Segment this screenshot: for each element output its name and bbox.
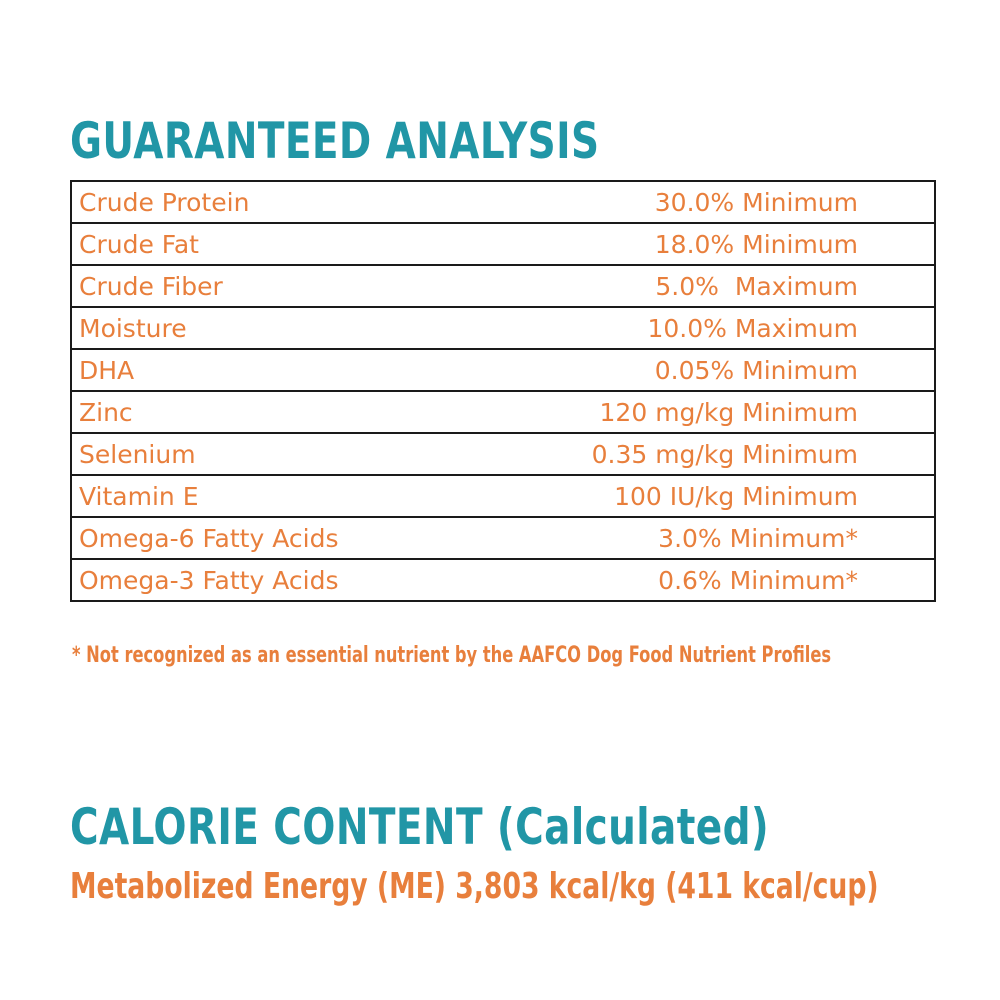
table-row xyxy=(71,349,935,391)
metabolized-energy-text: Metabolized Energy (ME) 3,803 kcal/kg (411 kcal/cup) xyxy=(70,866,879,907)
nutrient-name: Vitamin E xyxy=(71,475,519,517)
table-row xyxy=(71,265,935,307)
nutrient-value: 18.0% Minimum xyxy=(519,223,935,265)
nutrient-name: Zinc xyxy=(71,391,519,433)
calorie-content-heading: CALORIE CONTENT xyxy=(70,798,483,856)
nutrient-value: 30.0% Minimum xyxy=(519,181,935,223)
nutrient-value: 0.6% Minimum* xyxy=(519,559,935,601)
table-row xyxy=(71,433,935,475)
nutrient-value: 3.0% Minimum* xyxy=(519,517,935,559)
nutrient-name: Omega-6 Fatty Acids xyxy=(71,517,519,559)
nutrient-value: 0.05% Minimum xyxy=(519,349,935,391)
nutrient-name: Moisture xyxy=(71,307,519,349)
table-row xyxy=(71,391,935,433)
table-row xyxy=(71,181,935,223)
guaranteed-analysis-table xyxy=(70,180,936,602)
nutrient-value: 100 IU/kg Minimum xyxy=(519,475,935,517)
nutrient-name: Crude Fiber xyxy=(71,265,519,307)
table-row xyxy=(71,307,935,349)
nutrient-value: 0.35 mg/kg Minimum xyxy=(519,433,935,475)
calorie-content-title xyxy=(70,798,769,856)
nutrient-value: 10.0% Maximum xyxy=(519,307,935,349)
nutrient-value: 5.0% Maximum xyxy=(519,265,935,307)
table-row xyxy=(71,223,935,265)
nutrient-name: Omega-3 Fatty Acids xyxy=(71,559,519,601)
nutrient-name: Crude Protein xyxy=(71,181,519,223)
nutrient-value: 120 mg/kg Minimum xyxy=(519,391,935,433)
table-row xyxy=(71,517,935,559)
nutrient-name: DHA xyxy=(71,349,519,391)
nutrient-name: Selenium xyxy=(71,433,519,475)
table-row xyxy=(71,475,935,517)
calorie-content-subtitle: (Calculated) xyxy=(496,798,770,856)
analysis-table-body xyxy=(71,181,935,601)
footnote: * Not recognized as an essential nutrient by the AAFCO Dog Food Nutrient Profiles xyxy=(72,643,832,668)
guaranteed-analysis-title: GUARANTEED ANALYSIS xyxy=(70,112,600,170)
table-row xyxy=(71,559,935,601)
nutrient-name: Crude Fat xyxy=(71,223,519,265)
